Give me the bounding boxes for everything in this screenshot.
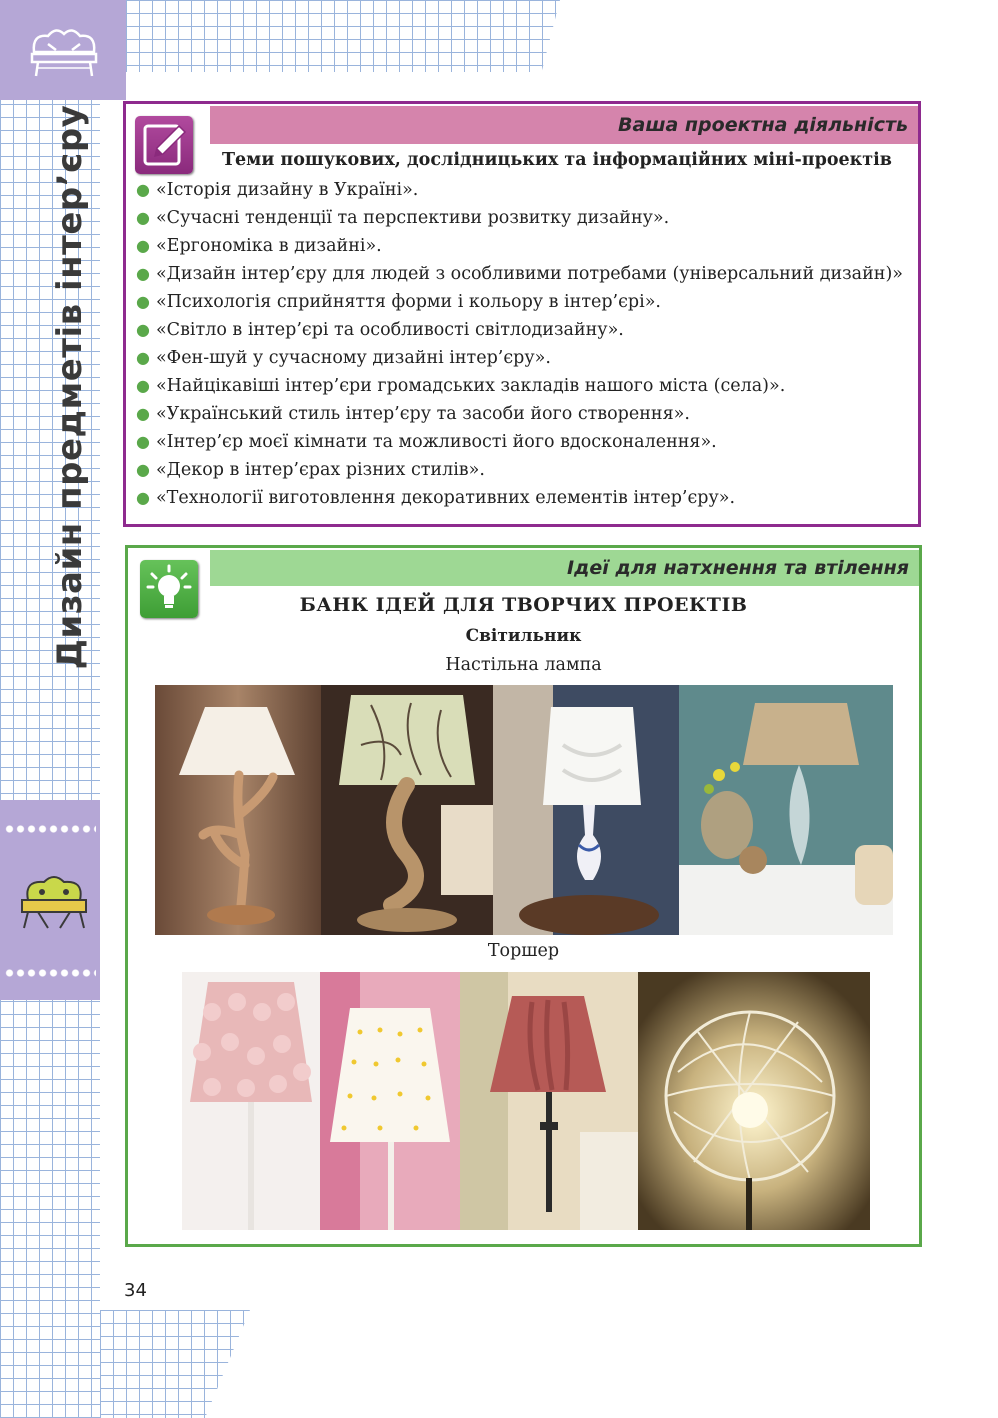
desk-lamp-photo-twine	[679, 685, 893, 935]
floor-lamp-heading: Торшер	[487, 941, 560, 961]
grid-background-bottom	[100, 1310, 250, 1418]
list-item: ● «Український стиль інтер’єру та засоби його створення».	[136, 404, 690, 424]
bullet-icon: ●	[136, 376, 150, 395]
lamp-heading: Світильник	[465, 626, 582, 646]
list-item: ● «Сучасні тенденції та перспективи розвитку дизайну».	[136, 208, 670, 228]
list-item: ● «Фен-шуй у сучасному дизайні інтер’єру».	[136, 348, 551, 368]
desk-lamp-heading: Настільна лампа	[445, 655, 602, 675]
pencil-icon	[135, 116, 193, 174]
floor-lamp-photo-string-ball	[638, 972, 870, 1230]
sofa-decoration-icon	[28, 22, 100, 80]
floor-lamp-photo-roses	[182, 972, 320, 1230]
project-activity-box	[123, 101, 921, 527]
bead-row-top	[4, 822, 96, 836]
ideas-bank-title: БАНК ІДЕЙ ДЛЯ ТВОРЧИХ ПРОЕКТІВ	[299, 594, 748, 616]
grid-background-top	[100, 0, 560, 72]
list-item: ● «Ергономіка в дизайні».	[136, 236, 382, 256]
floor-lamp-photo-daisies	[320, 972, 460, 1230]
side-tab-top	[0, 0, 126, 100]
ideas-box	[125, 545, 922, 1247]
desk-lamp-photo-bow	[493, 685, 679, 935]
bullet-icon: ●	[136, 348, 150, 367]
bullet-icon: ●	[136, 404, 150, 423]
bullet-icon: ●	[136, 460, 150, 479]
project-topics-title: Теми пошукових, дослідницьких та інформаційних міні-проектів	[222, 150, 892, 170]
list-item: ● «Технології виготовлення декоративних елементів інтер’єру».	[136, 488, 736, 508]
bullet-icon: ●	[136, 264, 150, 283]
chapter-title-text: Дизайн предметів інтер’єру	[50, 104, 90, 670]
list-item: ● «Найцікавіші інтер’єри громадських закладів нашого міста (села)».	[136, 376, 786, 396]
ideas-header: Ідеї для натхнення та втілення	[210, 550, 919, 586]
bullet-icon: ●	[136, 208, 150, 227]
bullet-icon: ●	[136, 236, 150, 255]
chapter-vertical-title	[50, 104, 90, 670]
list-item: ● «Інтер’єр моєї кімнати та можливості його вдосконалення».	[136, 432, 717, 452]
desk-lamp-photo-rope	[321, 685, 493, 935]
bullet-icon: ●	[136, 488, 150, 507]
list-item: ● «Світло в інтер’єрі та особливості світлодизайну».	[136, 320, 624, 340]
desk-lamp-photo-branch	[155, 685, 321, 935]
list-item: ● «Психологія сприйняття форми і кольору в інтер’єрі».	[136, 292, 661, 312]
list-item: ● «Декор в інтер’єрах різних стилів».	[136, 460, 485, 480]
side-tab-middle	[0, 800, 100, 1000]
list-item: ● «Історія дизайну в Україні».	[136, 180, 419, 200]
bead-row-bottom	[4, 966, 96, 980]
project-activity-header: Ваша проектна діяльність	[210, 106, 918, 144]
list-item: ● «Дизайн інтер’єру для людей з особливими потребами (універсальний дизайн)»	[136, 264, 903, 284]
bullet-icon: ●	[136, 180, 150, 199]
bullet-icon: ●	[136, 432, 150, 451]
bullet-icon: ●	[136, 292, 150, 311]
project-topics-list	[136, 176, 910, 512]
floor-lamp-photo-knitted	[460, 972, 638, 1230]
page-number: 34	[124, 1280, 147, 1301]
armchair-decoration-icon	[18, 870, 90, 932]
bullet-icon: ●	[136, 320, 150, 339]
